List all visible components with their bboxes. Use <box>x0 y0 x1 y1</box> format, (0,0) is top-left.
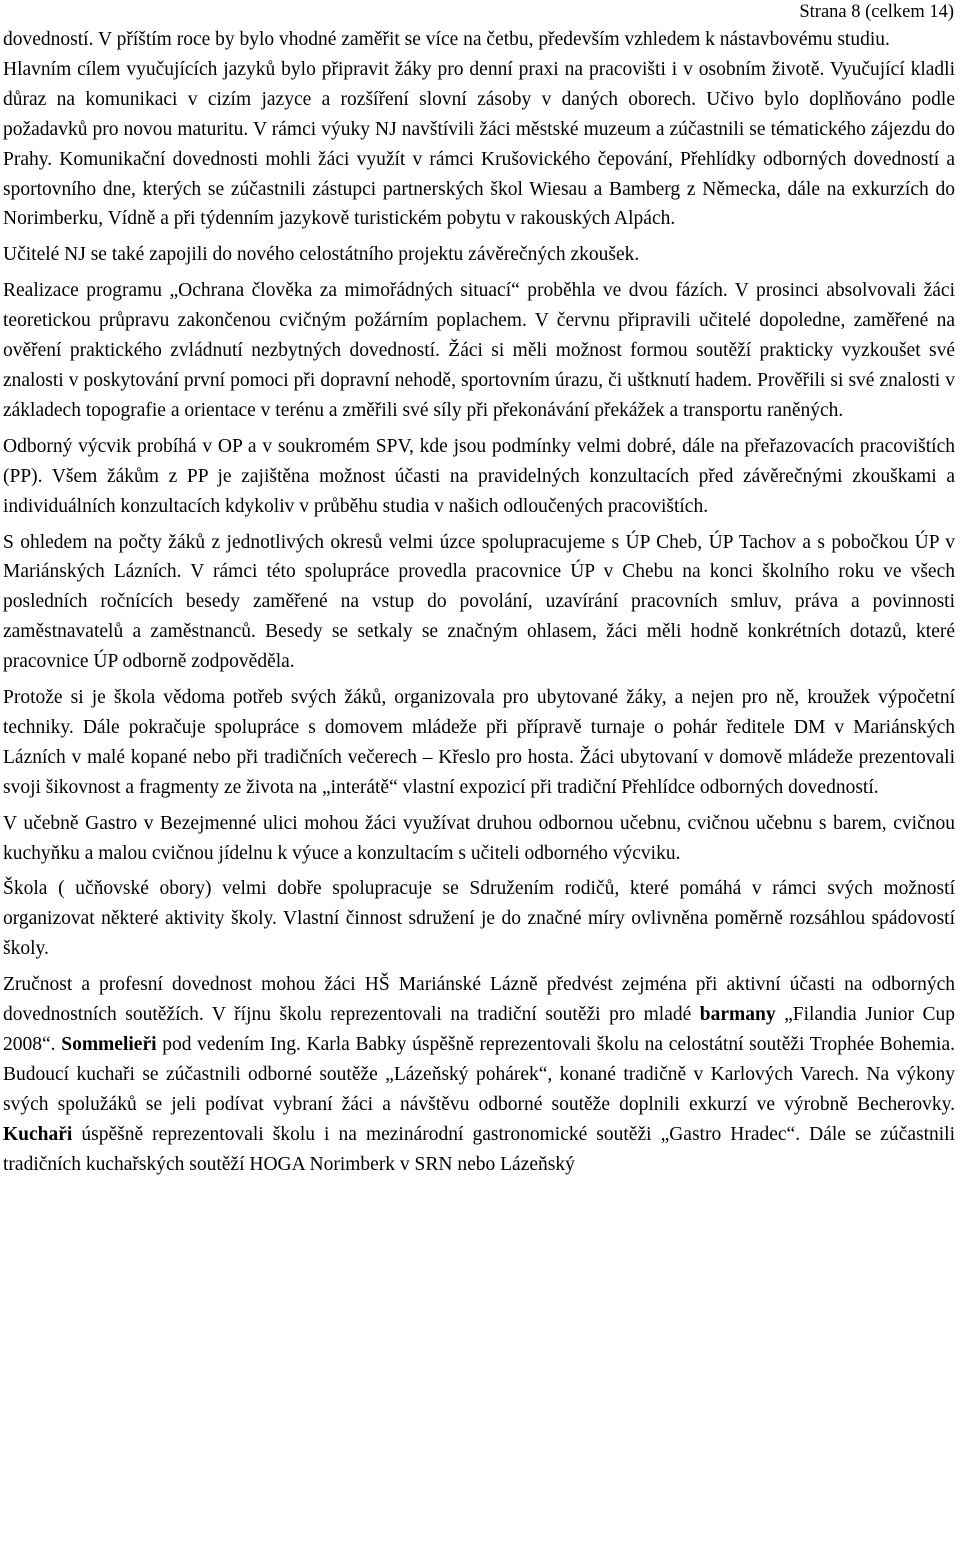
text-segment: „Filandia Junior Cup 2008“. <box>3 1004 956 1055</box>
bold-term-barmany: barmany <box>699 1004 776 1026</box>
bold-term-kuchari: Kuchaři <box>3 1123 73 1145</box>
paragraph <box>3 276 955 426</box>
paragraph <box>3 809 955 869</box>
text-segment: Učitelé NJ se také zapojili do nového celostátního projektu závěrečných zkoušek. <box>3 244 640 266</box>
text-segment: Hlavním cílem vyučujících jazyků bylo připravit žáky pro denní praxi na pracovišti i v osobním životě. Vyučující kladli důraz na komunikaci v cizím jazyce a rozšíření slovní zásoby v daných oborech. Učivo bylo doplňováno podle požadavků pro novou maturitu. V rámci výuky NJ navštívili žáci městské muzeum a zúčastnili se tématického zájezdu do Prahy. Komunikační dovednosti mohli žáci využít v rámci Krušovického čepování, Přehlídky odborných dovedností a sportovního dne, kterých se zúčastnili zástupci partnerských škol Wiesau a Bamberg z Německa, dále na exkurzích do Norimberku, Vídně a při týdenním jazykově turistickém pobytu v rakouských Alpách. <box>3 58 955 230</box>
paragraph <box>3 240 955 270</box>
text-segment: dovedností. V příštím roce by bylo vhodné zaměřit se více na četbu, především vzhledem k nástavbovému studiu. <box>3 29 890 50</box>
paragraph <box>3 432 955 522</box>
paragraph <box>3 970 955 1179</box>
text-segment: Škola ( učňovské obory) velmi dobře spolupracuje se Sdružením rodičů, které pomáhá v rámci svých možností organizovat některé aktivity školy. Vlastní činnost sdružení je do značné míry ovlivněna poměrně rozsáhlou spádovostí školy. <box>3 878 955 960</box>
text-segment: Zručnost a profesní dovednost mohou žáci HŠ Mariánské Lázně předvést zejména při aktivní účasti na odborných dovednostních soutěžích. V říjnu školu reprezentovali na tradiční soutěži pro mladé <box>3 974 955 1026</box>
paragraph <box>3 683 955 803</box>
text-segment: S ohledem na počty žáků z jednotlivých okresů velmi úzce spolupracujeme s ÚP Cheb, ÚP Tachov a s pobočkou ÚP v Mariánských Lázních. V rámci této spolupráce provedla pracovnice ÚP v Chebu na konci školního roku ve všech posledních ročnících besedy zaměřené na vstup do povolání, uzavírání pracovních smluv, práva a povinnosti zaměstnavatelů a zaměstnanců. Besedy se setkaly se značným ohlasem, žáci měli hodně konkrétních dotazů, které pracovnice ÚP odborně zodpověděla. <box>3 531 955 673</box>
text-segment: Odborný výcvik probíhá v OP a v soukromém SPV, kde jsou podmínky velmi dobré, dále na přeřazovacích pracovištích (PP). Všem žákům z PP je zajištěna možnost účasti na pravidelných konzultacích před závěrečnými zkouškami a individuálních konzultacích kdykoliv v průběhu studia v našich odloučených pracovištích. <box>3 435 955 517</box>
paragraph <box>3 874 955 964</box>
text-segment: Protože si je škola vědoma potřeb svých žáků, organizovala pro ubytované žáky, a nejen pro ně, kroužek výpočetní techniky. Dále pokračuje spolupráce s domovem mládeže při přípravě turnaje o pohár ředitele DM v Mariánských Lázních v malé kopané nebo při tradičních večerech – Křeslo pro hosta. Žáci ubytovaní v domově mládeže prezentovali svoji šikovnost a fragmenty ze života na „interátě“ vlastní expozicí při tradiční Přehlídce odborných dovedností. <box>3 687 955 798</box>
paragraph <box>3 55 955 234</box>
text-segment: Realizace programu „Ochrana člověka za mimořádných situací“ proběhla ve dvou fázích. V prosinci absolvovali žáci teoretickou průpravu zakončenou cvičným požárním poplachem. V červnu připravili učitelé dopoledne, zaměřené na ověření praktického zvládnutí nezbytných dovedností. Žáci si měli možnost formou soutěží prakticky vyzkoušet své znalosti v poskytování první pomoci při dopravní nehodě, sportovním úrazu, či uštknutí hadem. Prověřili si své znalosti v základech topografie a orientace v terénu a změřili své síly při překonávání překážek a transportu raněných. <box>3 280 955 421</box>
bold-term-sommelieri: Sommelieři <box>61 1034 157 1055</box>
page-number: Strana 8 (celkem 14) <box>799 2 954 22</box>
text-segment: úspěšně reprezentovali školu i na mezinárodní gastronomické soutěži „Gastro Hradec“. Dále se zúčastnili tradičních kuchařských soutěží HOGA Norimberk v SRN nebo Lázeňský <box>3 1123 955 1175</box>
paragraph <box>3 528 955 678</box>
text-segment: pod vedením Ing. Karla Babky úspěšně reprezentovali školu na celostátní soutěži Trophée Bohemia. Budoucí kuchaři se zúčastnili odborné soutěže „Lázeňský pohárek“, konané tradičně v Karlových Varech. Na výkony svých spolužáků se jeli podívat vybraní žáci a návštěvu odborné soutěže doplnili exkurzí ve výrobně Becherovky. <box>3 1034 955 1115</box>
text-segment: V učebně Gastro v Bezejmenné ulici mohou žáci využívat druhou odbornou učebnu, cvičnou učebnu s barem, cvičnou kuchyňku a malou cvičnou jídelnu k výuce a konzultacím s učiteli odborného výcviku. <box>3 812 955 864</box>
document-body <box>3 25 955 1186</box>
paragraph <box>3 25 955 55</box>
